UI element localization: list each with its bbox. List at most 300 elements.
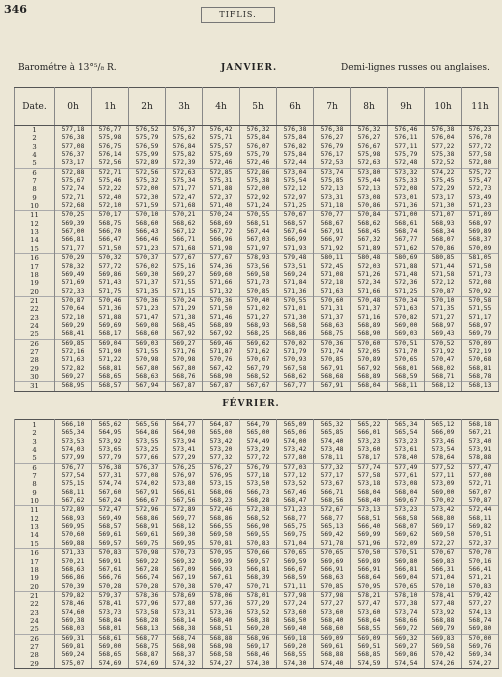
value-cell: 575,31	[203, 177, 240, 185]
value-cell: 568,18	[462, 420, 499, 430]
value-cell: 568,17	[92, 330, 129, 339]
table-row	[15, 245, 499, 254]
month-title-fevrier: FÉVRIER.	[222, 399, 280, 409]
value-cell: 571,73	[240, 279, 277, 287]
value-cell: 576,11	[388, 134, 425, 142]
value-cell: 568,74	[166, 634, 203, 643]
value-cell: 577,22	[425, 143, 462, 151]
value-cell: 572,74	[55, 185, 92, 193]
table-row	[15, 531, 499, 539]
value-cell: 573,42	[425, 506, 462, 515]
month-title-janvier: JANVIER.	[221, 63, 278, 73]
value-cell: 572,89	[166, 506, 203, 515]
value-cell: 571,48	[388, 271, 425, 279]
value-cell: 580,69	[388, 254, 425, 263]
table-row	[15, 489, 499, 497]
value-cell: 569,51	[351, 643, 388, 651]
value-cell: 574,69	[92, 660, 129, 669]
value-cell: 568,81	[92, 365, 129, 373]
date-cell: 22	[15, 600, 55, 608]
value-cell: 577,11	[425, 472, 462, 480]
value-cell: 569,61	[314, 643, 351, 651]
value-cell: 576,07	[240, 143, 277, 151]
table-row	[15, 420, 499, 430]
value-cell: 570,68	[462, 356, 499, 364]
value-cell: 573,23	[388, 506, 425, 515]
value-cell: 569,22	[129, 558, 166, 566]
value-cell: 578,36	[129, 591, 166, 600]
value-cell: 571,97	[240, 245, 277, 254]
value-cell: 571,50	[203, 305, 240, 313]
value-cell: 567,80	[166, 365, 203, 373]
value-cell: 571,09	[462, 211, 499, 220]
value-cell: 573,40	[462, 438, 499, 446]
value-cell: 568,77	[314, 515, 351, 523]
value-cell: 576,97	[166, 472, 203, 480]
value-cell: 572,16	[55, 348, 92, 356]
value-cell: 570,87	[55, 296, 92, 305]
value-cell: 568,51	[351, 515, 388, 523]
value-cell: 573,94	[166, 438, 203, 446]
date-cell: 19	[15, 574, 55, 582]
table-row	[15, 446, 499, 454]
value-cell: 570,58	[462, 296, 499, 305]
date-cell: 19	[15, 279, 55, 287]
value-cell: 568,69	[203, 220, 240, 228]
value-cell: 568,23	[203, 497, 240, 506]
value-cell: 570,21	[166, 211, 203, 220]
value-cell: 569,03	[388, 330, 425, 339]
value-cell: 573,51	[277, 263, 314, 271]
table-row	[15, 202, 499, 211]
value-cell: 575,98	[351, 151, 388, 159]
value-cell: 569,89	[462, 228, 499, 236]
table-row	[15, 660, 499, 669]
value-cell: 570,02	[425, 497, 462, 506]
value-cell: 570,52	[425, 339, 462, 348]
value-cell: 574,22	[425, 168, 462, 177]
value-cell: 568,11	[462, 515, 499, 523]
value-cell: 568,96	[240, 634, 277, 643]
value-cell: 569,34	[462, 651, 499, 659]
value-cell: 570,47	[203, 583, 240, 592]
value-cell: 572,13	[351, 185, 388, 193]
value-cell: 573,29	[240, 446, 277, 454]
value-cell: 577,80	[166, 600, 203, 608]
value-cell: 570,84	[351, 211, 388, 220]
value-cell: 576,84	[166, 143, 203, 151]
value-cell: 570,73	[166, 549, 203, 558]
date-cell: 2	[15, 134, 55, 142]
value-cell: 568,93	[425, 220, 462, 228]
value-cell: 571,73	[462, 271, 499, 279]
value-cell: 568,07	[425, 236, 462, 244]
value-cell: 579,42	[462, 591, 499, 600]
value-cell: 568,58	[203, 651, 240, 659]
value-cell: 571,66	[351, 288, 388, 297]
value-cell: 571,23	[129, 305, 166, 313]
header-hour: 6h	[277, 88, 314, 126]
value-cell: 568,56	[314, 497, 351, 506]
date-cell: 1	[15, 420, 55, 430]
value-cell: 576,79	[314, 143, 351, 151]
value-cell: 578,10	[388, 591, 425, 600]
value-cell: 567,77	[277, 382, 314, 391]
value-cell: 573,41	[166, 446, 203, 454]
value-cell: 578,88	[462, 454, 499, 463]
table-row	[15, 194, 499, 202]
value-cell: 566,93	[203, 566, 240, 574]
value-cell: 572,63	[351, 159, 388, 168]
value-cell: 566,86	[55, 574, 92, 582]
value-cell: 568,63	[129, 373, 166, 382]
value-cell: 569,58	[240, 271, 277, 279]
value-cell: 571,96	[351, 540, 388, 549]
value-cell: 569,57	[240, 558, 277, 566]
value-cell: 577,72	[462, 143, 499, 151]
value-cell: 571,74	[314, 348, 351, 356]
value-cell: 573,52	[240, 609, 277, 617]
table-row	[15, 600, 499, 608]
value-cell: 576,46	[388, 126, 425, 135]
table-row	[15, 236, 499, 244]
value-cell: 570,17	[92, 211, 129, 220]
value-cell: 575,69	[203, 151, 240, 159]
value-cell: 575,84	[240, 134, 277, 142]
value-cell: 566,73	[240, 489, 277, 497]
value-cell: 576,25	[166, 463, 203, 472]
value-cell: 571,78	[314, 540, 351, 549]
value-cell: 565,32	[314, 420, 351, 430]
value-cell: 566,67	[277, 566, 314, 574]
value-cell: 574,27	[203, 660, 240, 669]
value-cell: 569,83	[425, 634, 462, 643]
date-cell: 23	[15, 609, 55, 617]
value-cell: 567,67	[240, 382, 277, 391]
value-cell: 568,11	[55, 489, 92, 497]
value-cell: 569,81	[55, 643, 92, 651]
date-cell: 15	[15, 540, 55, 549]
value-cell: 565,85	[314, 429, 351, 437]
value-cell: 568,90	[203, 373, 240, 382]
table-row	[15, 177, 499, 185]
value-cell: 569,99	[351, 531, 388, 539]
value-cell: 577,32	[203, 454, 240, 463]
value-cell: 572,03	[351, 263, 388, 271]
value-cell: 571,88	[92, 314, 129, 322]
header-hour: 9h	[388, 88, 425, 126]
value-cell: 578,32	[55, 263, 92, 271]
value-cell: 571,68	[166, 202, 203, 211]
value-cell: 579,48	[277, 254, 314, 263]
value-cell: 576,67	[351, 143, 388, 151]
value-cell: 567,44	[240, 228, 277, 236]
value-cell: 568,84	[92, 617, 129, 625]
value-cell: 576,38	[92, 463, 129, 472]
value-cell: 581,05	[462, 254, 499, 263]
value-cell: 569,04	[92, 339, 129, 348]
value-cell: 566,96	[203, 236, 240, 244]
value-cell: 568,89	[351, 322, 388, 330]
value-cell: 564,77	[166, 420, 203, 430]
value-cell: 571,88	[388, 263, 425, 271]
value-cell: 571,75	[92, 288, 129, 297]
value-cell: 567,62	[55, 497, 92, 506]
value-cell: 570,39	[55, 583, 92, 592]
table-row	[15, 625, 499, 634]
date-cell: 1	[15, 126, 55, 135]
table-row	[15, 373, 499, 382]
value-cell: 575,85	[314, 177, 351, 185]
value-cell: 568,86	[203, 515, 240, 523]
value-cell: 579,82	[55, 591, 92, 600]
value-cell: 567,56	[166, 497, 203, 506]
value-cell: 573,49	[462, 194, 499, 202]
date-cell: 25	[15, 625, 55, 634]
value-cell: 572,09	[388, 540, 425, 549]
table-row	[15, 558, 499, 566]
value-cell: 567,28	[129, 566, 166, 574]
value-cell: 573,92	[425, 609, 462, 617]
value-cell: 572,00	[129, 185, 166, 193]
value-cell: 570,86	[351, 202, 388, 211]
value-cell: 570,38	[166, 583, 203, 592]
value-cell: 577,98	[314, 591, 351, 600]
value-cell: 572,19	[462, 348, 499, 356]
value-cell: 572,29	[425, 185, 462, 193]
value-cell: 570,51	[388, 549, 425, 558]
value-cell: 575,38	[425, 151, 462, 159]
value-cell: 573,74	[388, 609, 425, 617]
table-row	[15, 185, 499, 193]
value-cell: 577,08	[129, 472, 166, 480]
value-cell: 570,85	[314, 356, 351, 364]
value-cell: 571,22	[92, 356, 129, 364]
value-cell: 575,57	[203, 143, 240, 151]
value-cell: 568,64	[351, 617, 388, 625]
value-cell: 567,42	[203, 365, 240, 373]
value-cell: 569,89	[351, 558, 388, 566]
value-cell: 571,18	[314, 202, 351, 211]
value-cell: 569,55	[240, 531, 277, 539]
value-cell: 568,64	[351, 574, 388, 582]
value-cell: 575,79	[240, 151, 277, 159]
value-cell: 568,89	[351, 373, 388, 382]
value-cell: 573,52	[277, 480, 314, 488]
value-cell: 572,45	[314, 263, 351, 271]
value-cell: 577,32	[314, 463, 351, 472]
value-cell: 578,93	[240, 254, 277, 263]
table-row	[15, 651, 499, 659]
value-cell: 574,54	[388, 660, 425, 669]
date-cell: 7	[15, 472, 55, 480]
value-cell: 575,45	[425, 177, 462, 185]
date-cell: 30	[15, 373, 55, 382]
value-cell: 576,95	[203, 472, 240, 480]
value-cell: 573,18	[351, 480, 388, 488]
value-cell: 573,56	[240, 263, 277, 271]
value-cell: 572,40	[92, 194, 129, 202]
table-row	[15, 438, 499, 446]
date-cell: 2	[15, 429, 55, 437]
value-cell: 572,37	[203, 194, 240, 202]
value-cell: 570,50	[351, 549, 388, 558]
value-cell: 568,87	[129, 651, 166, 659]
value-cell: 577,74	[351, 463, 388, 472]
value-cell: 567,00	[55, 228, 92, 236]
value-cell: 568,62	[166, 220, 203, 228]
value-cell: 573,60	[351, 609, 388, 617]
value-cell: 574,13	[462, 609, 499, 617]
value-cell: 571,37	[351, 305, 388, 313]
value-cell: 568,40	[351, 497, 388, 506]
value-cell: 574,03	[55, 446, 92, 454]
value-cell: 571,46	[203, 314, 240, 322]
value-cell: 568,57	[277, 220, 314, 228]
value-cell: 579,37	[92, 591, 129, 600]
value-cell: 565,06	[277, 429, 314, 437]
value-cell: 571,62	[388, 245, 425, 254]
value-cell: 567,92	[203, 330, 240, 339]
value-cell: 570,25	[55, 211, 92, 220]
value-cell: 577,29	[166, 454, 203, 463]
value-cell: 577,08	[55, 143, 92, 151]
value-cell: 573,48	[314, 446, 351, 454]
value-cell: 570,92	[462, 288, 499, 297]
value-cell: 570,87	[425, 288, 462, 297]
value-cell: 569,80	[462, 625, 499, 634]
value-cell: 577,18	[55, 126, 92, 135]
value-cell: 567,92	[166, 330, 203, 339]
value-cell: 571,63	[314, 288, 351, 297]
value-cell: 569,24	[55, 651, 92, 659]
value-cell: 578,01	[240, 591, 277, 600]
value-cell: 571,79	[277, 348, 314, 356]
value-cell: 568,40	[314, 617, 351, 625]
value-cell: 566,40	[351, 523, 388, 531]
value-cell: 572,46	[203, 159, 240, 168]
table-row	[15, 382, 499, 391]
value-cell: 571,89	[351, 245, 388, 254]
value-cell: 570,83	[462, 583, 499, 592]
value-cell: 565,34	[55, 429, 92, 437]
value-cell: 567,91	[314, 365, 351, 373]
value-cell: 566,97	[314, 236, 351, 244]
date-cell: 7	[15, 177, 55, 185]
value-cell: 571,47	[129, 314, 166, 322]
value-cell: 572,08	[462, 279, 499, 287]
value-cell: 568,91	[129, 523, 166, 531]
value-cell: 570,87	[462, 497, 499, 506]
table-row	[15, 566, 499, 574]
value-cell: 571,37	[129, 279, 166, 287]
value-cell: 578,41	[425, 591, 462, 600]
value-cell: 568,04	[388, 489, 425, 497]
value-cell: 578,21	[351, 591, 388, 600]
value-cell: 575,71	[203, 134, 240, 142]
table-row	[15, 515, 499, 523]
table-row	[15, 591, 499, 600]
table-row	[15, 609, 499, 617]
value-cell: 577,67	[166, 254, 203, 263]
value-cell: 569,86	[388, 651, 425, 659]
value-cell: 570,60	[351, 339, 388, 348]
value-cell: 570,76	[203, 356, 240, 364]
table-row	[15, 348, 499, 356]
table-fevrier	[14, 419, 499, 669]
table-row	[15, 220, 499, 228]
value-cell: 568,60	[129, 220, 166, 228]
value-cell: 567,61	[203, 574, 240, 582]
value-cell: 569,75	[277, 531, 314, 539]
value-cell: 569,91	[92, 558, 129, 566]
value-cell: 576,82	[277, 143, 314, 151]
value-cell: 568,78	[462, 373, 499, 382]
value-cell: 566,91	[351, 566, 388, 574]
value-cell: 573,91	[462, 446, 499, 454]
date-cell: 10	[15, 497, 55, 506]
value-cell: 569,49	[92, 515, 129, 523]
value-cell: 568,37	[462, 236, 499, 244]
value-cell: 566,71	[314, 489, 351, 497]
value-cell: 575,32	[129, 177, 166, 185]
value-cell: 573,17	[55, 159, 92, 168]
value-cell: 570,10	[425, 583, 462, 592]
table-row	[15, 279, 499, 287]
date-cell: 27	[15, 643, 55, 651]
value-cell: 570,67	[240, 356, 277, 364]
date-cell: 9	[15, 489, 55, 497]
value-cell: 569,31	[55, 634, 92, 643]
value-cell: 566,90	[240, 523, 277, 531]
value-cell: 566,41	[462, 566, 499, 574]
date-cell: 4	[15, 446, 55, 454]
value-cell: 576,38	[55, 134, 92, 142]
value-cell: 569,67	[388, 497, 425, 506]
date-cell: 29	[15, 660, 55, 669]
value-cell: 570,65	[388, 356, 425, 364]
value-cell: 576,52	[129, 126, 166, 135]
value-cell: 568,45	[166, 322, 203, 330]
value-cell: 569,08	[129, 322, 166, 330]
date-cell: 28	[15, 651, 55, 659]
value-cell: 577,67	[203, 254, 240, 263]
running-head: TIFLIS.	[201, 7, 275, 23]
date-cell: 24	[15, 617, 55, 625]
value-cell: 570,81	[203, 540, 240, 549]
value-cell: 575,79	[388, 151, 425, 159]
value-cell: 565,00	[203, 429, 240, 437]
date-cell: 5	[15, 454, 55, 463]
value-cell: 572,56	[129, 168, 166, 177]
value-cell: 569,82	[462, 523, 499, 531]
value-cell: 572,48	[388, 159, 425, 168]
table-row	[15, 134, 499, 142]
value-cell: 568,37	[166, 651, 203, 659]
table-row	[15, 211, 499, 220]
value-cell: 569,38	[55, 617, 92, 625]
value-cell: 577,52	[425, 463, 462, 472]
value-cell: 577,48	[425, 600, 462, 608]
value-cell: 573,67	[314, 480, 351, 488]
header-hour: 0h	[55, 88, 92, 126]
value-cell: 572,44	[277, 159, 314, 168]
value-cell: 575,07	[55, 660, 92, 669]
value-cell: 577,18	[240, 472, 277, 480]
value-cell: 571,36	[388, 202, 425, 211]
value-cell: 576,27	[314, 134, 351, 142]
value-cell: 568,14	[166, 617, 203, 625]
